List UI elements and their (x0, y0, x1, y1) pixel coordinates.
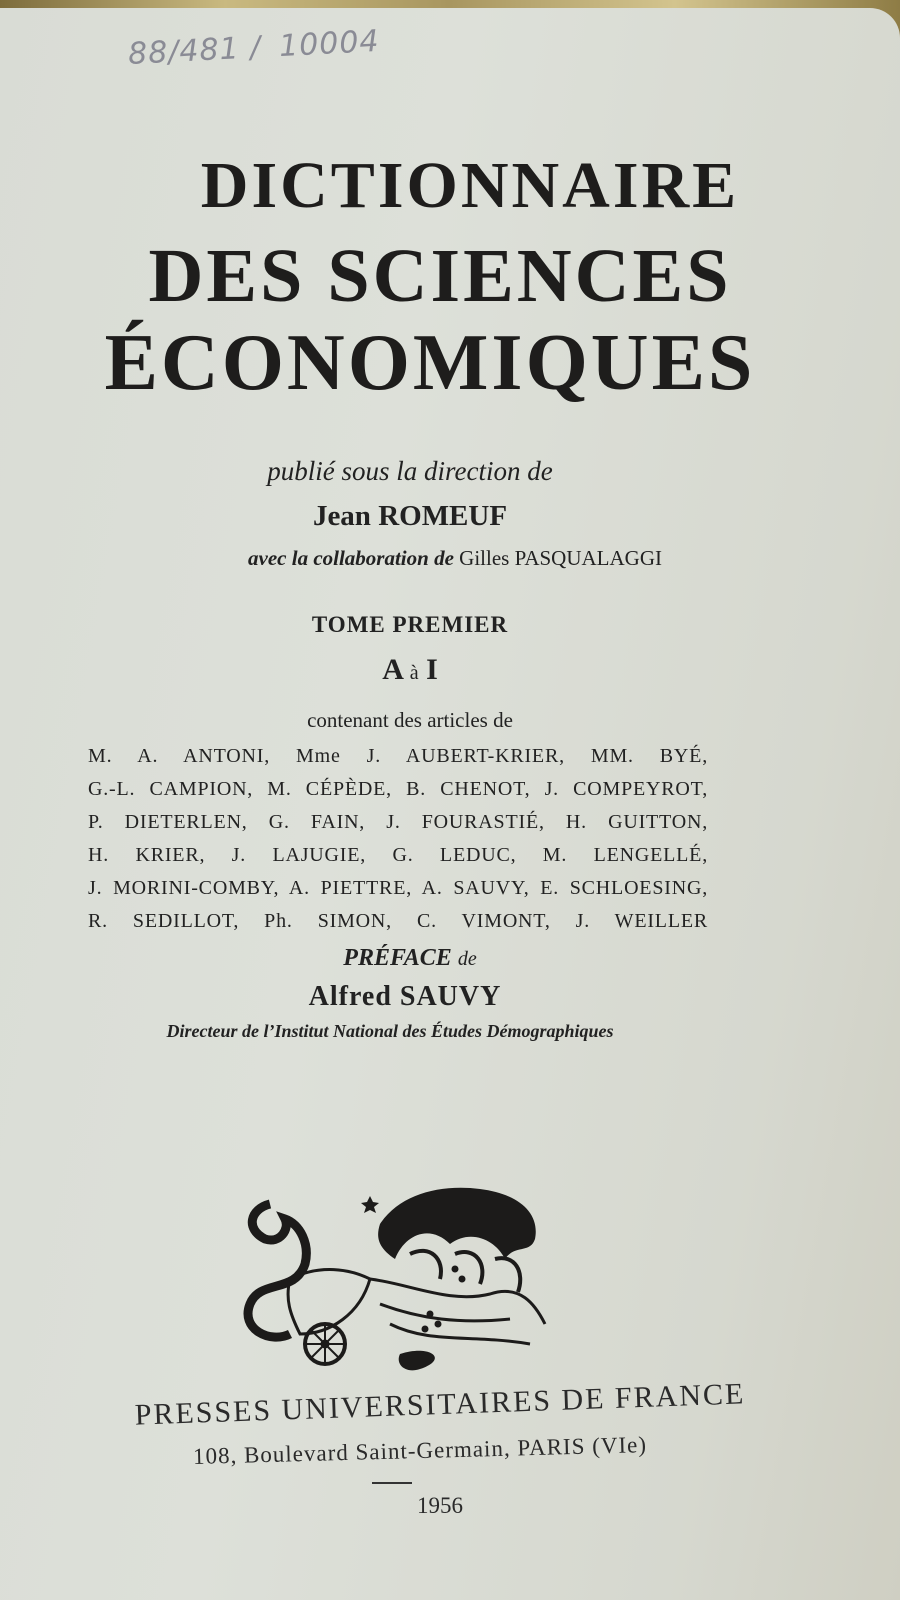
range-start: A (382, 653, 403, 686)
title-line-1: DICTIONNAIRE (200, 149, 740, 222)
authors-line: G.-L. CAMPION, M. CÉPÈDE, B. CHENOT, J. COMPEYROT, (88, 778, 708, 800)
authors-line: M. A. ANTONI, Mme J. AUBERT-KRIER, MM. BYÉ, (88, 745, 708, 767)
title-page (0, 8, 900, 1600)
manuscript-annotation (127, 23, 398, 72)
collaboration-prefix: avec la collaboration (248, 546, 429, 570)
divider (372, 1482, 412, 1484)
authors-line: R. SEDILLOT, Ph. SIMON, C. VIMONT, J. WEILLER (88, 910, 708, 932)
collaboration-line (45, 546, 865, 571)
collaboration-de: de (434, 546, 454, 570)
editor-name: Jean ROMEUF (312, 500, 508, 532)
published-under-label: publié sous la direction de (267, 456, 553, 486)
preface-author: Alfred SAUVY (308, 981, 502, 1012)
title-line-3: ÉCONOMIQUES (104, 319, 756, 407)
authors-list (88, 740, 708, 938)
range-separator: à (409, 662, 419, 684)
publication-year: 1956 (417, 1493, 463, 1518)
preface-de: de (457, 948, 477, 970)
manuscript-ref-1: 88/481 / (127, 30, 263, 73)
collaborator-name: Gilles PASQUALAGGI (459, 546, 662, 570)
authors-line: J. MORINI-COMBY, A. PIETTRE, A. SAUVY, E. SCHLOESING, (88, 877, 708, 899)
contents-intro: contenant des articles de (307, 708, 513, 732)
preface-label: PRÉFACE (343, 945, 452, 971)
preface-author-role: Directeur de l’Institut National des Études Démographiques (166, 1021, 614, 1041)
volume-range (0, 653, 820, 687)
chariot-emblem-illustration (230, 1184, 560, 1374)
tome-label: TOME PREMIER (311, 612, 509, 637)
range-end: I (426, 653, 438, 686)
manuscript-ref-2: 10004 (278, 23, 381, 65)
publisher-name: PRESSES UNIVERSITAIRES DE FRANCE (134, 1377, 746, 1432)
authors-line: P. DIETERLEN, G. FAIN, J. FOURASTIÉ, H. GUITTON, (88, 811, 708, 833)
preface-heading (0, 945, 820, 972)
publisher-address: 108, Boulevard Saint-Germain, PARIS (VIe) (192, 1432, 648, 1469)
authors-line: H. KRIER, J. LAJUGIE, G. LEDUC, M. LENGELLÉ, (88, 844, 708, 866)
title-line-2: DES SCIENCES (148, 234, 732, 318)
